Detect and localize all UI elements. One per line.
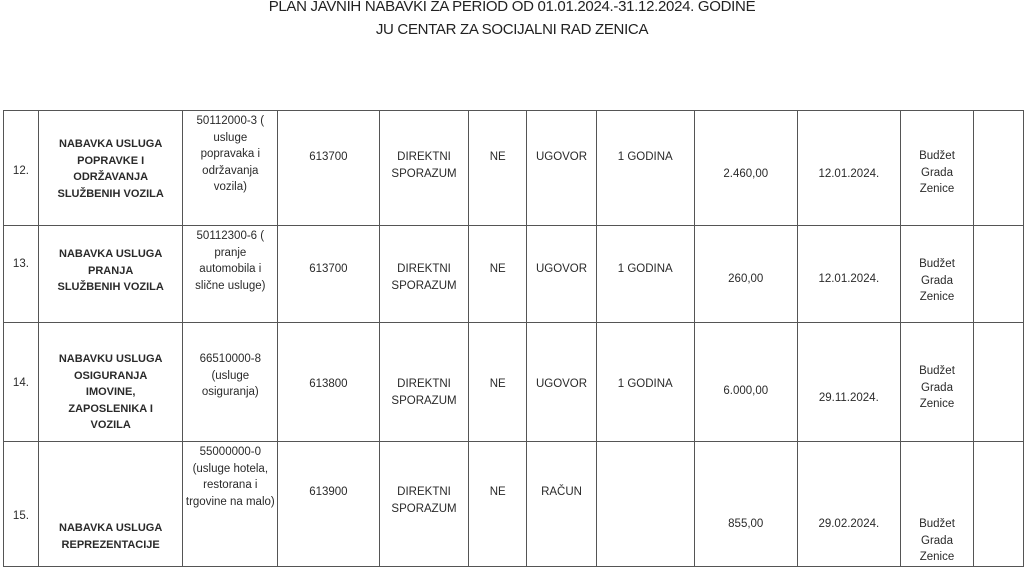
cpv-text: 50112300-6 ( pranje automobila i slične usluge) — [195, 230, 266, 292]
cell-subject — [38, 226, 183, 323]
account-text: 613900 — [309, 486, 348, 498]
cpv-text: 66510000-8 (usluge osiguranja) — [199, 353, 262, 398]
cell-cpv — [183, 323, 278, 442]
no-text: 14. — [12, 377, 29, 389]
funding-text: Budžet Grada Zenice — [919, 150, 955, 195]
cell-note — [974, 323, 1024, 442]
institution-name: JU CENTAR ZA SOCIJALNI RAD ZENICA — [375, 21, 649, 38]
cell-no — [4, 442, 39, 567]
no-text: 15. — [12, 510, 29, 522]
cell-date — [798, 442, 901, 567]
account-text: 613700 — [309, 151, 348, 163]
cell-note — [974, 111, 1024, 226]
cell-contract-type — [527, 226, 597, 323]
cell-subject — [38, 323, 183, 442]
cell-subject — [38, 111, 183, 226]
cell-note — [974, 442, 1024, 567]
cell-account — [278, 111, 379, 226]
cell-contract-type — [527, 442, 597, 567]
cell-funding — [900, 111, 974, 226]
funding-text: Budžet Grada Zenice — [919, 258, 955, 303]
cell-date — [798, 323, 901, 442]
duration-text: 1 GODINA — [617, 263, 673, 275]
document-title: PLAN JAVNIH NABAVKI ZA PERIOD OD 01.01.2024.-31.12.2024. GODINE — [268, 0, 756, 15]
cell-procedure — [379, 442, 469, 567]
value-text: 6.000,00 — [723, 385, 769, 397]
account-text: 613800 — [309, 378, 348, 390]
cell-no — [4, 323, 39, 442]
cell-account — [278, 226, 379, 323]
no-text: 13. — [12, 258, 29, 270]
cell-eprocurement — [469, 226, 527, 323]
contract-type-text: UGOVOR — [535, 151, 588, 163]
eprocurement-text: NE — [489, 486, 506, 498]
cell-procedure — [379, 226, 469, 323]
cell-duration — [596, 323, 694, 442]
date-text: 29.11.2024. — [818, 392, 879, 404]
cell-note — [974, 226, 1024, 323]
cell-cpv — [183, 226, 278, 323]
eprocurement-text: NE — [489, 263, 506, 275]
procedure-text: DIREKTNI SPORAZUM — [391, 486, 457, 515]
value-text: 260,00 — [728, 273, 764, 285]
cell-cpv — [183, 442, 278, 567]
cell-funding — [900, 442, 974, 567]
cpv-text: 50112000-3 ( usluge popravaka i održavanja vozila) — [196, 115, 265, 193]
table-row — [4, 226, 1024, 323]
contract-type-text: RAČUN — [541, 486, 582, 498]
cell-eprocurement — [469, 442, 527, 567]
no-text: 12. — [12, 165, 29, 177]
date-text: 29.02.2024. — [818, 518, 880, 530]
subject-text: NABAVKA USLUGA REPREZENTACIJE — [59, 522, 163, 551]
cell-date — [798, 226, 901, 323]
cell-contract-type — [527, 111, 597, 226]
contract-type-text: UGOVOR — [535, 263, 588, 275]
value-text: 855,00 — [728, 518, 764, 530]
cell-cpv — [183, 111, 278, 226]
cell-subject — [38, 442, 183, 567]
cell-no — [4, 226, 39, 323]
date-text: 12.01.2024. — [818, 273, 880, 285]
procedure-text: DIREKTNI SPORAZUM — [391, 378, 457, 407]
cell-contract-type — [527, 323, 597, 442]
contract-type-text: UGOVOR — [535, 378, 588, 390]
cell-duration — [596, 226, 694, 323]
value-text: 2.460,00 — [723, 168, 769, 180]
eprocurement-text: NE — [489, 151, 506, 163]
table-row — [4, 442, 1024, 567]
funding-text: Budžet Grada Zenice — [919, 365, 955, 410]
procedure-text: DIREKTNI SPORAZUM — [391, 151, 457, 180]
subject-text: NABAVKU USLUGA OSIGURANJA IMOVINE, ZAPOSLENIKA I VOZILA — [58, 353, 163, 431]
cell-duration — [596, 111, 694, 226]
procurement-table — [3, 110, 1024, 567]
cell-no — [4, 111, 39, 226]
cell-value — [694, 323, 798, 442]
procedure-text: DIREKTNI SPORAZUM — [391, 263, 457, 292]
date-text: 12.01.2024. — [818, 168, 880, 180]
table-row — [4, 111, 1024, 226]
cell-account — [278, 323, 379, 442]
cell-eprocurement — [469, 111, 527, 226]
cell-account — [278, 442, 379, 567]
cell-procedure — [379, 111, 469, 226]
cell-procedure — [379, 323, 469, 442]
cell-eprocurement — [469, 323, 527, 442]
subject-text: NABAVKA USLUGA POPRAVKE I ODRŽAVANJA SLUŽBENIH VOZILA — [57, 138, 164, 200]
account-text: 613700 — [309, 263, 348, 275]
cell-value — [694, 442, 798, 567]
cell-funding — [900, 323, 974, 442]
cpv-text: 55000000-0 (usluge hotela, restorana i trgovine na malo) — [185, 446, 275, 508]
cell-duration — [596, 442, 694, 567]
subject-text: NABAVKA USLUGA PRANJA SLUŽBENIH VOZILA — [57, 248, 164, 293]
funding-text: Budžet Grada Zenice — [919, 518, 955, 563]
cell-funding — [900, 226, 974, 323]
table-row — [4, 323, 1024, 442]
cell-value — [694, 111, 798, 226]
eprocurement-text: NE — [489, 378, 506, 390]
duration-text: 1 GODINA — [617, 378, 673, 390]
cell-date — [798, 111, 901, 226]
cell-value — [694, 226, 798, 323]
duration-text: 1 GODINA — [617, 151, 673, 163]
